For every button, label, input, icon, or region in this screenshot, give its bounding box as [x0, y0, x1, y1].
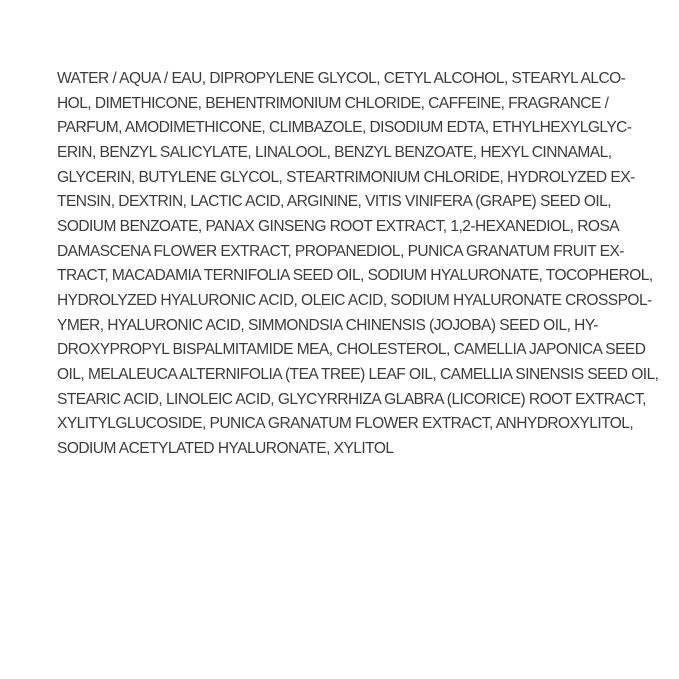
ingredient-line: HYDROLYZED HYALURONIC ACID, OLEIC ACID, SODIUM HYALURONATE CROSSPOL- [57, 291, 652, 309]
ingredient-line: ERIN, BENZYL SALICYLATE, LINALOOL, BENZYL BENZOATE, HEXYL CINNAMAL, [57, 143, 612, 161]
ingredient-line: DROXYPROPYL BISPALMITAMIDE MEA, CHOLESTEROL, CAMELLIA JAPONICA SEED [57, 341, 646, 359]
ingredient-line: TRACT, MACADAMIA TERNIFOLIA SEED OIL, SODIUM HYALURONATE, TOCOPHEROL, [57, 267, 653, 285]
ingredient-line: YMER, HYALURONIC ACID, SIMMONDSIA CHINENSIS (JOJOBA) SEED OIL, HY- [57, 316, 598, 334]
ingredient-line: PARFUM, AMODIMETHICONE, CLIMBAZOLE, DISODIUM EDTA, ETHYLHEXYLGLYC- [57, 119, 632, 137]
ingredient-line: SODIUM ACETYLATED HYALURONATE, XYLITOL [57, 439, 394, 457]
ingredient-line: TENSIN, DEXTRIN, LACTIC ACID, ARGININE, VITIS VINIFERA (GRAPE) SEED OIL, [57, 193, 612, 211]
ingredient-line: WATER / AQUA / EAU, DIPROPYLENE GLYCOL, CETYL ALCOHOL, STEARYL ALCO- [57, 70, 626, 87]
ingredient-line: HOL, DIMETHICONE, BEHENTRIMONIUM CHLORIDE, CAFFEINE, FRAGRANCE / [57, 94, 609, 112]
ingredient-line: XYLITYLGLUCOSIDE, PUNICA GRANATUM FLOWER EXTRACT, ANHYDROXYLITOL, [57, 415, 634, 433]
ingredient-list [57, 67, 659, 462]
ingredient-line: GLYCERIN, BUTYLENE GLYCOL, STEARTRIMONIUM CHLORIDE, HYDROLYZED EX- [57, 168, 635, 186]
ingredient-line: OIL, MELALEUCA ALTERNIFOLIA (TEA TREE) LEAF OIL, CAMELLIA SINENSIS SEED OIL, [57, 365, 659, 383]
ingredient-line: DAMASCENA FLOWER EXTRACT, PROPANEDIOL, PUNICA GRANATUM FRUIT EX- [57, 242, 624, 260]
ingredient-line: SODIUM BENZOATE, PANAX GINSENG ROOT EXTRACT, 1,2-HEXANEDIOL, ROSA [57, 217, 620, 235]
ingredient-line: STEARIC ACID, LINOLEIC ACID, GLYCYRRHIZA GLABRA (LICORICE) ROOT EXTRACT, [57, 390, 646, 408]
